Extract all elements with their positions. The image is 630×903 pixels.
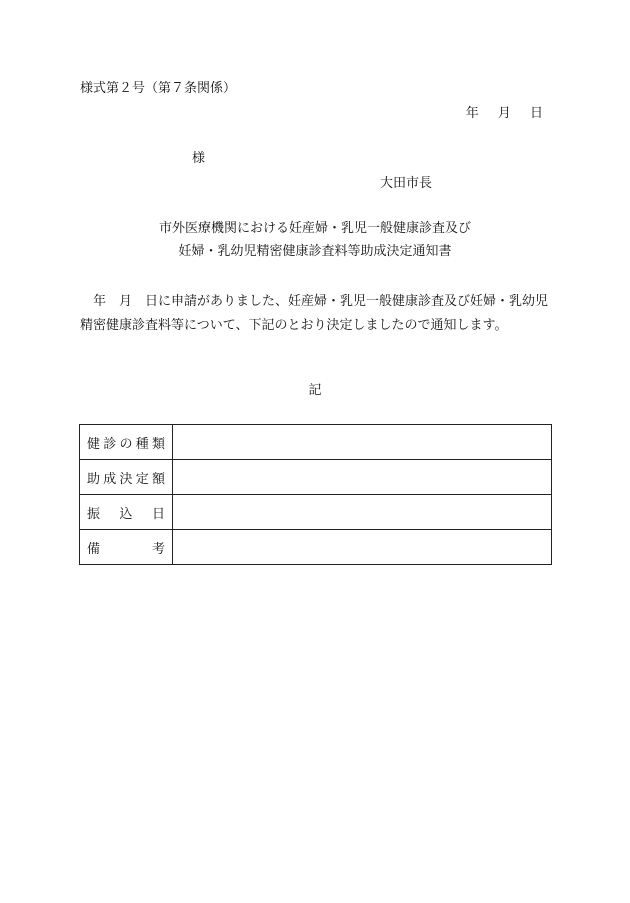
form-number: 様式第２号（第７条関係） [80,81,237,96]
document-title-line-2: 妊婦・乳幼児精密健康診査料等助成決定通知書 [178,244,452,259]
row-label-transfer-date: 振込日 [80,495,173,530]
row-label-remarks: 備考 [80,530,173,565]
row-value-remarks[interactable] [173,530,552,565]
row-value-subsidy-amount[interactable] [173,460,552,495]
body-paragraph: 年 月 日に申請がありました、妊産婦・乳児一般健康診査及び妊婦・乳幼児精密健康診査料等について、下記のとおり決定しましたので通知します。 [80,294,549,333]
date-line: 年 月 日 [465,106,543,121]
row-value-checkup-type[interactable] [173,425,552,460]
document-title-line-1: 市外医療機関における妊産婦・乳児一般健康診査及び [158,221,471,236]
sender-name: 大田市長 [380,176,433,191]
row-label-checkup-type: 健診の種類 [80,425,173,460]
row-value-transfer-date[interactable] [173,495,552,530]
ki-heading: 記 [308,383,322,398]
table-row [80,495,552,530]
table-row [80,425,552,460]
addressee-salutation: 様 [192,151,206,166]
table-row [80,530,552,565]
row-label-subsidy-amount: 助成決定額 [80,460,173,495]
details-table [79,424,552,565]
table-row [80,460,552,495]
